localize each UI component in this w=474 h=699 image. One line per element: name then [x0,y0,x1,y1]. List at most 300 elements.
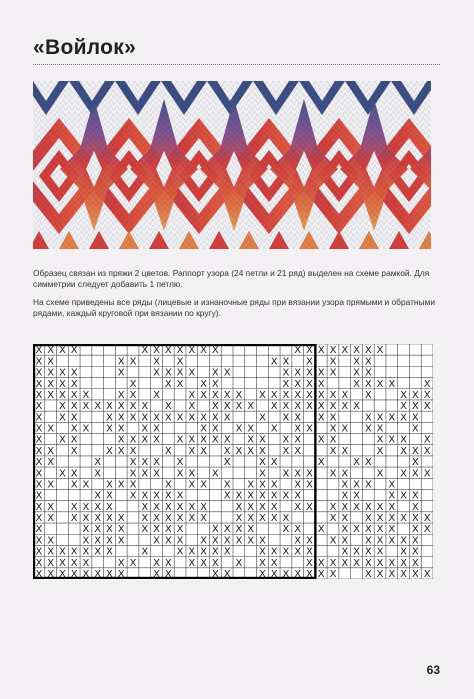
chart-cell-mark: X [282,367,290,379]
chart-cell-mark: X [141,490,149,502]
chart-cell-mark: X [353,490,360,502]
chart-cell-mark: X [282,389,290,401]
chart-cell-mark: X [58,378,66,390]
chart-cell-mark: X [270,569,278,579]
chart-cell-mark: X [329,389,337,401]
chart-cell-mark: X [353,557,360,569]
chart-cell-mark: X [117,423,125,435]
chart-cell-mark: X [82,501,90,513]
chart-cell-mark: X [82,423,90,435]
chart-cell-mark: X [223,479,231,491]
chart-cell-mark: X [270,501,278,513]
chart-cell-mark: X [211,401,219,413]
chart-cell-mark: X [411,490,419,502]
chart-cell-mark: X [35,356,43,368]
chart-cell-mark: X [306,468,313,480]
chart-cell-mark: X [70,513,78,525]
chart-cell-mark: X [294,434,302,446]
chart-cell-mark: X [35,457,43,469]
chart-cell-mark: X [329,513,337,525]
chart-cell-mark: X [411,557,419,569]
chart-cell-mark: X [35,468,43,480]
chart-cell-mark: X [82,569,90,579]
chart-cell-mark: X [223,569,231,579]
chart-cell-mark: X [47,457,55,469]
chart-cell-mark: X [129,457,137,469]
chart-cell-mark: X [329,535,337,547]
chart-cell-mark: X [223,524,231,536]
chart-cell-mark: X [82,546,90,558]
chart-cell-mark: X [82,524,90,536]
chart-cell-mark: X [176,457,184,469]
chart-cell-mark: X [353,378,360,390]
chart-cell-mark: X [106,401,113,413]
chart-cell-mark: X [341,501,349,513]
chart-cell-mark: X [270,546,278,558]
chart-cell-mark: X [400,535,408,547]
chart-cell-mark: X [223,367,231,379]
chart-cell-mark: X [35,445,43,457]
chart-cell-mark: X [306,479,313,491]
chart-cell-mark: X [141,457,149,469]
chart-cell-mark: X [153,468,160,480]
chart-cell-mark: X [141,546,149,558]
chart-cell-mark: X [400,434,408,446]
chart-cell-mark: X [164,345,172,357]
chart-cell-mark: X [317,367,325,379]
chart-cell-mark: X [388,412,396,424]
page-title: «Войлок» [33,36,137,59]
chart-cell-mark: X [258,557,266,569]
chart-cell-mark: X [153,490,160,502]
chart-cell-mark: X [70,401,78,413]
chart-cell-mark: X [164,412,172,424]
chart-cell-mark: X [176,524,184,536]
chart-cell-mark: X [329,356,337,368]
chart-cell-mark: X [82,479,90,491]
chart-cell-mark: X [188,367,196,379]
chart-cell-mark: X [317,412,325,424]
chart-cell-mark: X [35,367,43,379]
chart-cell-mark: X [270,513,278,525]
chart-cell-mark: X [82,401,90,413]
chart-cell-mark: X [364,546,372,558]
chart-cell-mark: X [35,569,43,579]
chart-cell-mark: X [400,490,408,502]
chart-cell-mark: X [294,401,302,413]
chart-cell-mark: X [35,345,43,357]
chart-cell-mark: X [82,535,90,547]
chart-cell-mark: X [388,513,396,525]
chart-cell-mark: X [411,501,419,513]
chart-cell-mark: X [341,479,349,491]
chart-cell-mark: X [317,389,325,401]
chart-cell-mark: X [58,345,66,357]
chart-cell-mark: X [94,490,102,502]
chart-cell-mark: X [270,423,278,435]
chart-cell-mark: X [376,378,384,390]
chart-cell-mark: X [411,457,419,469]
chart-cell-mark: X [106,513,113,525]
paragraph-yarn: Образец связан из пряжи 2 цветов. Раппорт узора (24 петли и 21 ряд) выделен на схеме рамкой. Для симметрии следует добавить 1 петлю. [33,268,430,290]
page-number: 63 [426,663,440,677]
chart-cell-mark: X [141,501,149,513]
chart-cell-mark: X [129,389,137,401]
chart-cell-mark: X [200,389,208,401]
chart-cell-mark: X [364,557,372,569]
chart-cell-mark: X [376,524,384,536]
chart-cell-mark: X [153,389,160,401]
chart-cell-mark: X [200,412,208,424]
knitted-sample-photo [33,81,431,249]
chart-cell-mark: X [117,569,125,579]
chart-cell-mark: X [282,524,290,536]
chart-cell-mark: X [376,468,384,480]
chart-cell-mark: X [247,401,255,413]
chart-cell-mark: X [282,445,290,457]
chart-cell-mark: X [106,423,113,435]
chart-cell-mark: X [70,501,78,513]
chart-cell-mark: X [364,479,372,491]
chart-cell-mark: X [247,423,255,435]
chart-cell-mark: X [188,557,196,569]
chart-cell-mark: X [423,401,431,413]
chart-cell-mark: X [235,490,243,502]
chart-cell-mark: X [141,524,149,536]
chart-cell-mark: X [388,524,396,536]
chart-cell-mark: X [329,557,337,569]
chart-cell-mark: X [400,569,408,579]
chart-cell-mark: X [70,434,78,446]
chart-cell-mark: X [400,557,408,569]
chart-cell-mark: X [258,434,266,446]
chart-cell-mark: X [106,524,113,536]
chart-cell-mark: X [35,479,43,491]
chart-cell-mark: X [282,546,290,558]
chart-cell-mark: X [35,535,43,547]
chart-cell-mark: X [400,546,408,558]
chart-cell-mark: X [376,535,384,547]
chart-cell-mark: X [258,569,266,579]
chart-cell-mark: X [306,367,313,379]
chart-cell-mark: X [235,524,243,536]
chart-cell-mark: X [364,457,372,469]
chart-cell-mark: X [364,412,372,424]
chart-cell-mark: X [341,513,349,525]
chart-cell-mark: X [106,569,113,579]
chart-cell-mark: X [94,513,102,525]
chart-cell-mark: X [411,412,419,424]
chart-cell-mark: X [353,367,360,379]
chart-cell-mark: X [176,546,184,558]
chart-cell-mark: X [200,434,208,446]
chart-cell-mark: X [58,367,66,379]
chart-cell-mark: X [364,423,372,435]
chart-cell-mark: X [188,445,196,457]
chart-cell-mark: X [153,434,160,446]
chart-cell-mark: X [164,378,172,390]
chart-cell-mark: X [235,401,243,413]
chart-cell-mark: X [211,535,219,547]
chart-cell-mark: X [117,401,125,413]
chart-cell-mark: X [58,546,66,558]
chart-cell-mark: X [341,557,349,569]
chart-cell-mark: X [47,378,55,390]
chart-cell-mark: X [388,490,396,502]
chart-cell-mark: X [129,356,137,368]
chart-cell-mark: X [106,546,113,558]
chart-cell-mark: X [176,345,184,357]
chart-cell-mark: X [270,490,278,502]
chart-cell-mark: X [211,524,219,536]
chart-cell-mark: X [153,457,160,469]
chart-cell-mark: X [211,367,219,379]
chart-cell-mark: X [270,401,278,413]
chart-cell-mark: X [364,389,372,401]
chart-cell-mark: X [294,412,302,424]
chart-cell-mark: X [411,524,419,536]
chart-cell-mark: X [117,557,125,569]
chart-cell-mark: X [364,569,372,579]
chart-cell-mark: X [294,378,302,390]
chart-cell-mark: X [388,434,396,446]
chart-cell-mark: X [94,546,102,558]
chart-cell-mark: X [129,401,137,413]
chart-cell-mark: X [353,356,360,368]
chart-cell-mark: X [341,546,349,558]
chart-cell-mark: X [329,367,337,379]
chart-cell-mark: X [153,367,160,379]
chart-cell-mark: X [117,535,125,547]
chart-cell-mark: X [58,557,66,569]
chart-cell-mark: X [329,423,337,435]
chart-cell-mark: X [70,445,78,457]
chart-cell-mark: X [235,557,243,569]
chart-cell-mark: X [200,546,208,558]
chart-cell-mark: X [235,501,243,513]
chart-cell-mark: X [353,401,360,413]
chart-cell-mark: X [317,524,325,536]
chart-cell-mark: X [70,345,78,357]
chart-cell-mark: X [329,345,337,357]
chart-cell-mark: X [364,345,372,357]
chart-cell-mark: X [411,401,419,413]
chart-cell-mark: X [353,457,360,469]
chart-cell-mark: X [47,367,55,379]
chart-cell-mark: X [153,501,160,513]
chart-cell-mark: X [353,501,360,513]
chart-cell-mark: X [200,445,208,457]
chart-cell-mark: X [376,513,384,525]
chart-cell-mark: X [317,557,325,569]
chart-cell-mark: X [376,501,384,513]
chart-cell-mark: X [258,490,266,502]
chart-cell-mark: X [423,513,431,525]
chart-cell-mark: X [47,513,55,525]
chart-cell-mark: X [364,378,372,390]
chart-cell-mark: X [153,412,160,424]
chart-cell-mark: X [423,569,431,579]
chart-cell-mark: X [153,535,160,547]
chart-cell-mark: X [247,445,255,457]
chart-cell-mark: X [341,445,349,457]
chart-cell-mark: X [70,557,78,569]
chart-cell-mark: X [270,356,278,368]
chart-cell-mark: X [47,569,55,579]
chart-cell-mark: X [188,345,196,357]
chart-cell-mark: X [176,367,184,379]
chart-cell-mark: X [235,513,243,525]
chart-cell-mark: X [223,535,231,547]
chart-cell-mark: X [223,546,231,558]
chart-cell-mark: X [47,479,55,491]
chart-cell-mark: X [306,569,313,579]
chart-cell-mark: X [35,524,43,536]
chart-cell-mark: X [35,501,43,513]
pattern-chart [33,344,433,579]
chart-cell-mark: X [153,513,160,525]
chart-cell-mark: X [47,389,55,401]
chart-cell-mark: X [47,546,55,558]
chart-cell-mark: X [223,401,231,413]
chart-cell-mark: X [164,401,172,413]
chart-cell-mark: X [306,356,313,368]
chart-cell-mark: X [411,535,419,547]
chart-cell-mark: X [47,445,55,457]
chart-cell-mark: X [400,389,408,401]
chart-cell-mark: X [306,501,313,513]
chart-cell-mark: X [70,468,78,480]
chart-cell-mark: X [94,501,102,513]
chart-cell-mark: X [294,524,302,536]
chart-cell-mark: X [258,501,266,513]
chart-cell-mark: X [164,557,172,569]
chart-cell-mark: X [58,434,66,446]
chart-cell-mark: X [47,423,55,435]
chart-cell-mark: X [364,367,372,379]
chart-cell-mark: X [35,389,43,401]
chart-cell-mark: X [388,501,396,513]
chart-cell-mark: X [282,569,290,579]
chart-cell-mark: X [35,423,43,435]
chart-cell-mark: X [235,389,243,401]
chart-cell-mark: X [294,479,302,491]
chart-cell-mark: X [70,479,78,491]
chart-cell-mark: X [282,513,290,525]
chart-cell-mark: X [82,513,90,525]
chart-cell-mark: X [200,378,208,390]
chart-cell-mark: X [164,569,172,579]
chart-cell-mark: X [282,434,290,446]
chart-cell-mark: X [411,423,419,435]
chart-cell-mark: X [176,501,184,513]
chart-cell-mark: X [294,535,302,547]
chart-cell-mark: X [211,345,219,357]
chart-cell-mark: X [329,569,337,579]
chart-cell-mark: X [317,378,325,390]
chart-cell-mark: X [376,557,384,569]
chart-cell-mark: X [164,513,172,525]
chart-cell-mark: X [247,490,255,502]
chart-cell-mark: X [282,401,290,413]
chart-cell-mark: X [247,479,255,491]
chart-cell-mark: X [258,479,266,491]
chart-cell-mark: X [129,468,137,480]
chart-cell-mark: X [176,434,184,446]
chart-cell-mark: X [106,412,113,424]
chart-cell-mark: X [106,535,113,547]
chart-cell-mark: X [35,513,43,525]
chart-cell-mark: X [247,434,255,446]
chart-cell-mark: X [376,412,384,424]
chart-cell-mark: X [282,468,290,480]
chart-cell-mark: X [223,490,231,502]
chart-cell-mark: X [94,569,102,579]
chart-cell-mark: X [117,356,125,368]
chart-cell-mark: X [176,490,184,502]
chart-cell-mark: X [223,412,231,424]
chart-cell-mark: X [211,434,219,446]
chart-cell-mark: X [376,445,384,457]
chart-cell-mark: X [270,557,278,569]
chart-cell-mark: X [294,490,302,502]
chart-cell-mark: X [35,412,43,424]
chart-cell-mark: X [294,546,302,558]
chart-cell-mark: X [47,501,55,513]
chart-cell-mark: X [247,535,255,547]
chart-cell-mark: X [341,345,349,357]
chart-cell-mark: X [117,434,125,446]
chart-cell-mark: X [164,479,172,491]
chart-cell-mark: X [353,524,360,536]
chart-cell-mark: X [58,412,66,424]
chart-cell-mark: X [223,445,231,457]
chart-cell-mark: X [376,434,384,446]
chart-cell-mark: X [258,535,266,547]
chart-cell-mark: X [258,412,266,424]
chart-cell-mark: X [223,457,231,469]
chart-cell-mark: X [82,557,90,569]
chart-cell-mark: X [282,490,290,502]
chart-cell-mark: X [423,434,431,446]
chart-cell-mark: X [341,468,349,480]
chart-cell-mark: X [294,345,302,357]
title-divider [33,64,440,65]
chart-cell-mark: X [188,501,196,513]
chart-cell-mark: X [47,557,55,569]
chart-cell-mark: X [188,479,196,491]
chart-cell-mark: X [117,445,125,457]
chart-cell-mark: X [117,524,125,536]
chart-cell-mark: X [188,468,196,480]
chart-cell-mark: X [317,569,325,579]
chart-cell-mark: X [211,378,219,390]
chart-cell-mark: X [94,535,102,547]
chart-cell-mark: X [47,356,55,368]
chart-cell-mark: X [153,569,160,579]
chart-cell-mark: X [282,378,290,390]
chart-cell-mark: X [58,569,66,579]
chart-cell-mark: X [258,457,266,469]
chart-cell-mark: X [117,479,125,491]
chart-cell-mark: X [164,535,172,547]
paragraph-rows: На схеме приведены все ряды (лицевые и изнаночные ряды при вязании узора прямыми и обратными рядами, каждый круговой при вязании по кругу). [33,297,435,319]
chart-cell-mark: X [176,468,184,480]
chart-cell-mark: X [141,412,149,424]
chart-cell-mark: X [411,569,419,579]
chart-cell-mark: X [341,524,349,536]
chart-cell-mark: X [35,490,43,502]
